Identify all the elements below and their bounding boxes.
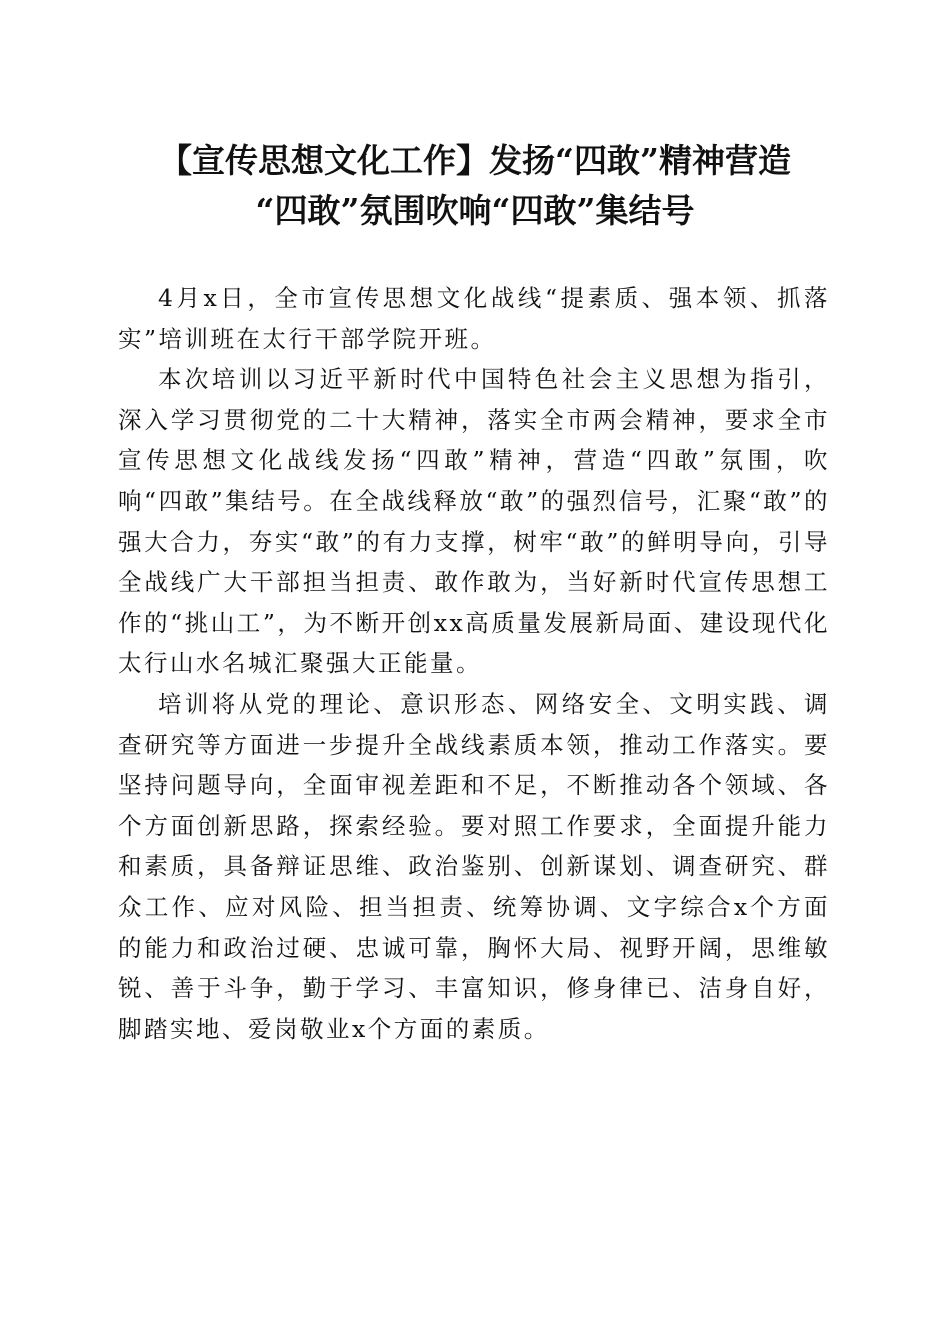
paragraph-1: 4月x日，全市宣传思想文化战线“提素质、强本领、抓落实”培训班在太行干部学院开班。 (118, 284, 830, 353)
title-line-1: 【宣传思想文化工作】发扬“四敢”精神营造 (159, 141, 791, 180)
title-line-2: “四敢”氛围吹响“四敢”集结号 (255, 191, 695, 230)
document-title (100, 136, 850, 236)
paragraph-3: 培训将从党的理论、意识形态、网络安全、文明实践、调查研究等方面进一步提升全战线素质本领，推动工作落实。要坚持问题导向，全面审视差距和不足，不断推动各个领域、各个方面创新思路，探索经验。要对照工作要求，全面提升能力和素质，具备辩证思维、政治鉴别、创新谋划、调查研究、群众工作、应对风险、担当担责、统筹协调、文字综合x个方面的能力和政治过硬、忠诚可靠，胸怀大局、视野开阔，思维敏锐、善于斗争，勤于学习、丰富知识，修身律已、洁身自好，脚踏实地、爱岗敬业x个方面的素质。 (118, 689, 830, 1043)
document-body (118, 278, 830, 1049)
paragraph-2: 本次培训以习近平新时代中国特色社会主义思想为指引，深入学习贯彻党的二十大精神，落实全市两会精神，要求全市宣传思想文化战线发扬“四敢”精神，营造“四敢”氛围，吹响“四敢”集结号。在全战线释放“敢”的强烈信号，汇聚“敢”的强大合力，夯实“敢”的有力支撑，树牢“敢”的鲜明导向，引导全战线广大干部担当担责、敢作敢为，当好新时代宣传思想工作的“挑山工”，为不断开创xx高质量发展新局面、建设现代化太行山水名城汇聚强大正能量。 (118, 365, 830, 678)
